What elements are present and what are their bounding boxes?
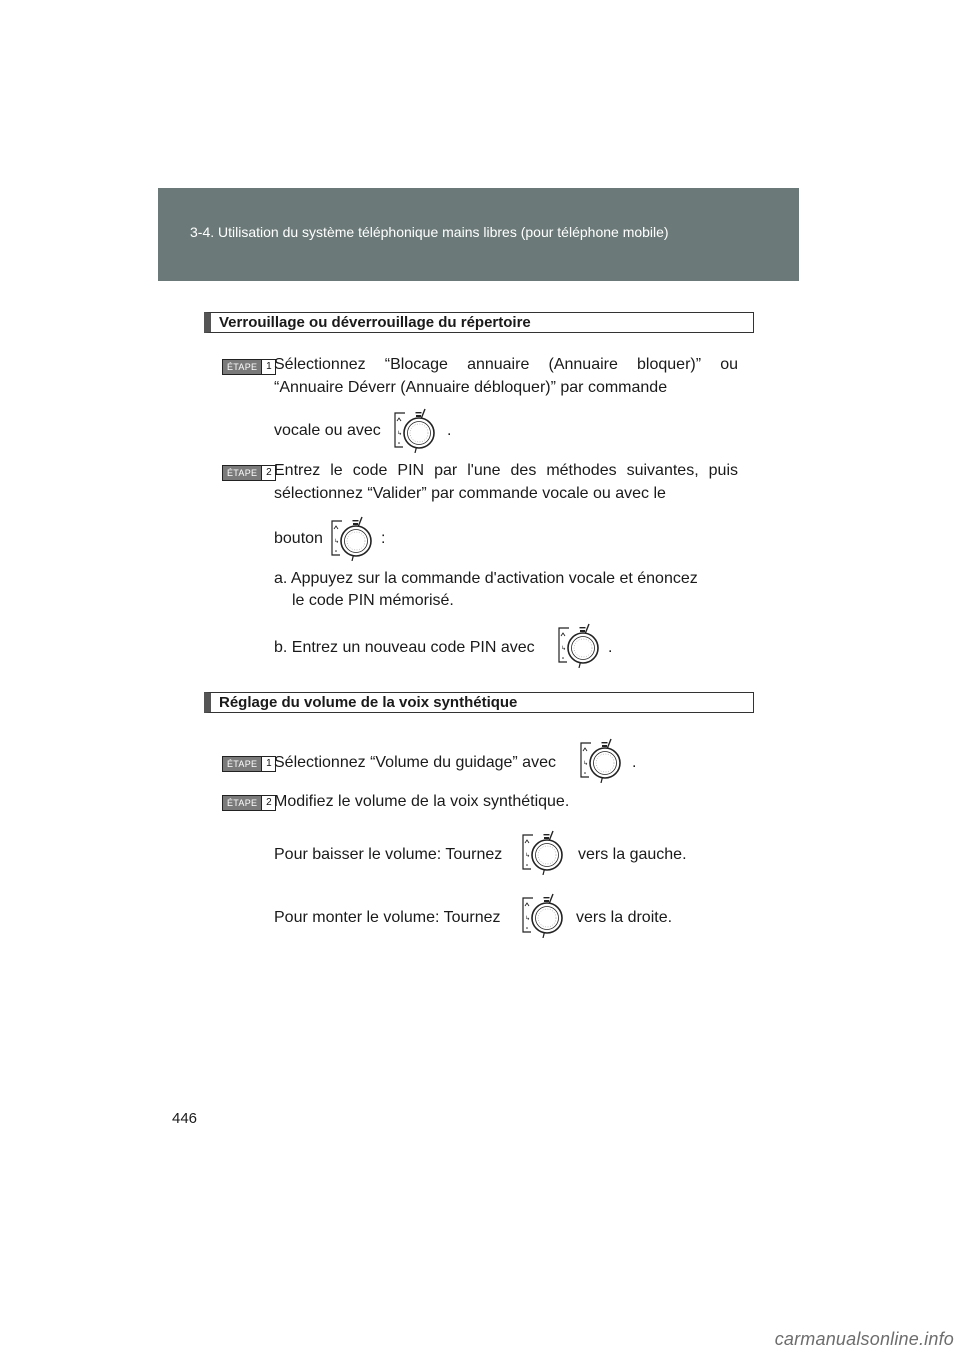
tune-knob-icon bbox=[519, 892, 565, 938]
tune-knob-icon bbox=[391, 407, 437, 453]
option-a: a. Appuyez sur la commande d'activation vocale et énoncez bbox=[274, 570, 698, 587]
tune-knob-icon bbox=[577, 737, 623, 783]
volume-up-text: Pour monter le volume: Tournez bbox=[274, 909, 501, 926]
section-title-lock: Verrouillage ou déverrouillage du répertoire bbox=[204, 312, 754, 333]
step-badge-1: ÉTAPE 1 bbox=[222, 359, 276, 375]
step-text: . bbox=[632, 754, 637, 771]
option-b: b. Entrez un nouveau code PIN avec bbox=[274, 639, 535, 656]
chapter-title: 3-4. Utilisation du système téléphonique mains libres (pour téléphone mobile) bbox=[190, 224, 669, 240]
step-badge-2: ÉTAPE 2 bbox=[222, 465, 276, 481]
step-badge-1: ÉTAPE 1 bbox=[222, 756, 276, 772]
section-title-volume: Réglage du volume de la voix synthétique bbox=[204, 692, 754, 713]
tune-knob-icon bbox=[555, 622, 601, 668]
volume-up-text: vers la droite. bbox=[576, 909, 673, 926]
chapter-header bbox=[158, 188, 799, 281]
step-badge-2: ÉTAPE 2 bbox=[222, 795, 276, 811]
option-b: . bbox=[608, 639, 613, 656]
volume-down-text: Pour baisser le volume: Tournez bbox=[274, 846, 503, 863]
step-text: Sélectionnez “Blocage annuaire (Annuaire bloquer)” ou “Annuaire Déverr (Annuaire débloquer)” par commande bbox=[274, 356, 738, 396]
tune-knob-icon bbox=[328, 515, 374, 561]
step-text: bouton bbox=[274, 530, 323, 547]
step-text: vocale ou avec bbox=[274, 422, 381, 439]
step-text: Sélectionnez “Volume du guidage” avec bbox=[274, 754, 556, 771]
footer-watermark: carmanualsonline.info bbox=[774, 1329, 954, 1349]
step-text: Modifiez le volume de la voix synthétique. bbox=[274, 793, 570, 810]
option-a: le code PIN mémorisé. bbox=[292, 592, 454, 609]
volume-down-text: vers la gauche. bbox=[578, 846, 687, 863]
step-text: Entrez le code PIN par l'une des méthodes suivantes, puis sélectionnez “Valider” par commande vocale ou avec le bbox=[274, 462, 738, 502]
step-text: : bbox=[381, 530, 386, 547]
page-number: 446 bbox=[172, 1110, 198, 1127]
tune-knob-icon bbox=[519, 829, 565, 875]
step-text: . bbox=[447, 422, 452, 439]
